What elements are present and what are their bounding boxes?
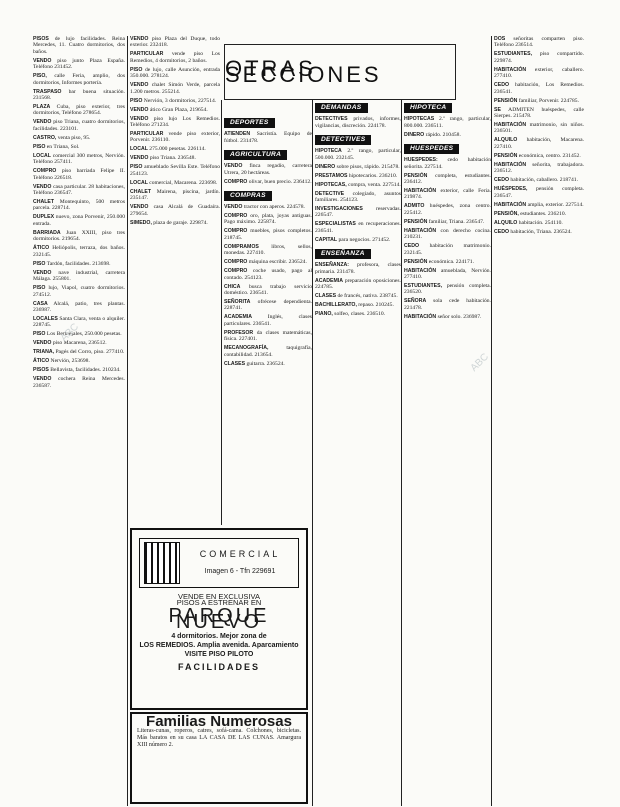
- classified-ad: CHALET Montequinto, 500 metros parcela. 228714.: [33, 199, 125, 212]
- classified-ad: PIANO, solfeo, clases. 236510.: [315, 311, 386, 318]
- classified-ad: HABITACIÓN amueblada, Nervión. 277410.: [404, 267, 491, 281]
- classified-ad: PISO Nervión, 3 dormitorios, 227514.: [130, 97, 217, 104]
- promo-line-4: LOS REMEDIOS. Amplia avenida. Aparcamiento: [139, 641, 299, 649]
- classified-ad: PISOS de lujo facilidades. Reina Mercedes, 11. Cuatro dormitorios, dos baños.: [33, 36, 125, 55]
- classified-ad: SEÑORITA ofrécese dependienta. 228741.: [224, 299, 312, 312]
- classified-ad: VENDO piso Triana. 236548.: [130, 155, 196, 162]
- promo-line-2: PISOS A ESTRENAR EN: [176, 598, 262, 608]
- classified-ad: HUÉSPEDES, pensión completa. 236547.: [494, 186, 584, 199]
- watermark: ABC: [58, 321, 81, 344]
- section-demandas: DEMANDAS: [315, 103, 368, 113]
- classified-ad: PENSIÓN económica. 224171.: [404, 258, 474, 265]
- classified-ad: PISO Tardón, facilidades. 213698.: [33, 260, 111, 267]
- classified-ad: HABITACIÓN señorita, trabajadora. 236512.: [494, 161, 584, 175]
- classified-ad: CEDO habitación, Triana. 236524.: [494, 228, 572, 235]
- classified-ad: LOCAL comercial 300 metros, Nervión. Teléfono 257411.: [33, 152, 125, 166]
- classified-ad: PENSIÓN familiar, Triana. 236547.: [404, 218, 485, 225]
- section-huespedes: HUESPEDES: [404, 144, 459, 154]
- ads-list: [130, 36, 220, 226]
- classified-ad: LOCALES Santa Clara, venta o alquiler. 228745.: [33, 315, 125, 329]
- section-ensenanza: ENSEÑANZA: [315, 249, 371, 259]
- promo-box-parque-nuevo: [130, 528, 308, 710]
- classified-ad: VENDO piso lujo Los Remedios. Teléfono 271234.: [130, 115, 220, 129]
- logo-contact: Imagen 6 - Tfn 229691: [204, 568, 276, 575]
- classified-ad: CEDO habitación, caballero. 218741.: [494, 177, 578, 184]
- classified-ad: PISO Los Bermejales, 250.000 pesetas.: [33, 331, 122, 338]
- masthead-title: OTRAS SECCIONES: [225, 55, 382, 87]
- classified-ad: CEDO habitación, Los Remedios. 236541.: [494, 82, 584, 95]
- promo-line-3: 4 dormitorios. Mejor zona de: [171, 632, 267, 640]
- masthead: [224, 44, 456, 100]
- column-1: [33, 36, 125, 806]
- classified-ad: COMPRO oro, plata, joyas antiguas. Pago máximo. 225874.: [224, 213, 312, 226]
- classified-ad: TRASPASO bar buena situación. 231568.: [33, 88, 125, 102]
- classified-ad: HABITACIÓN señor solo. 236987.: [404, 313, 482, 320]
- classified-ad: SE ADMITEN huéspedes, calle Sierpes. 215478.: [494, 106, 584, 120]
- classified-ad: PISO, calle Feria, amplio, dos dormitorios, Informes portería.: [33, 73, 125, 86]
- column-6: [494, 36, 584, 806]
- classified-ad: DUPLEX nuevo, zona Porvenir, 250.000 entrada.: [33, 214, 125, 227]
- classified-ad: VENDO finca regadío, carretera Utrera, 20 hectáreas.: [224, 163, 312, 176]
- classified-ad: PISO lujo, Viapol, cuatro dormitorios. 274512.: [33, 285, 125, 298]
- ads-list: [33, 36, 125, 389]
- classified-ad: VENDO cochera Reina Mercedes. 236587.: [33, 376, 125, 389]
- ads-list: [404, 116, 491, 138]
- classified-ad: CHALET Mairena, piscina, jardín. 235147.: [130, 188, 220, 202]
- column-rule: [491, 36, 492, 806]
- classified-ad: CLASES guitarra. 236524.: [224, 360, 285, 367]
- classified-ad: PISO de lujo, calle Asunción, entrada 350.000. 278124.: [130, 66, 220, 80]
- classified-ad: ACADEMIA preparación oposiciones. 224785.: [315, 277, 401, 291]
- section-agricultura: AGRICULTURA: [224, 150, 287, 160]
- classified-ad: VENDO piso Triana, cuatro dormitorios, facilidades. 223101.: [33, 119, 125, 132]
- classified-ad: VENDO nave industrial, carretera Málaga. 255801.: [33, 269, 125, 283]
- building-icon: [144, 542, 180, 584]
- column-2: [130, 36, 220, 524]
- classified-ad: HIPOTECA 2.º rango, particular, 500.000. 232145.: [315, 148, 401, 161]
- ads-list: [315, 262, 401, 317]
- classified-ad: ENSEÑANZA: profesora, clases primaria. 231478.: [315, 262, 401, 275]
- classified-ad: VENDO tractor con aperos. 224578.: [224, 204, 305, 211]
- classified-ad: PENSIÓN completa, estudiantes. 236412.: [404, 172, 491, 186]
- classified-ad: DINERO rápido. 210458.: [404, 131, 461, 138]
- ads-list: [224, 163, 312, 185]
- classified-ad: HIPOTECAS 2.º rango, particular, 800.000. 236511.: [404, 116, 491, 129]
- section-deportes: DEPORTES: [224, 118, 275, 128]
- classified-ad: TRIANA, Pagés del Corro, piso. 277410.: [33, 349, 125, 356]
- classified-ad: VENDO casa Alcalá de Guadaíra. 279654.: [130, 204, 220, 217]
- classified-ad: DETECTIVES privados, informes, vigilancias, discreción. 224178.: [315, 116, 401, 129]
- column-rule: [312, 100, 313, 806]
- column-rule: [401, 100, 402, 806]
- classified-ad: ADMITO huéspedes, zona centro. 225412.: [404, 203, 491, 216]
- classified-ad: ESPECIALISTAS en recuperaciones. 236541.: [315, 221, 401, 234]
- classified-ad: SEÑORA sola cede habitación. 221478.: [404, 298, 491, 311]
- ads-list: [404, 157, 491, 320]
- classified-ad: VENDO piso Plaza del Duque, todo exterior. 232418.: [130, 36, 220, 49]
- promo-line-1: VENDE EN EXCLUSIVA: [178, 592, 260, 601]
- classified-ad: LOCAL 275.000 pesetas. 226114.: [130, 146, 206, 153]
- classified-ad: PISOS Bellavista, facilidades. 210234.: [33, 367, 121, 374]
- classified-ad: PISO amueblado Sevilla Este. Teléfono 254123.: [130, 164, 220, 177]
- classified-ad: ÁTICO Nervión, 253698.: [33, 358, 90, 365]
- watermark: ABC: [468, 351, 491, 374]
- classified-ad: CLASES de francés, nativa. 238745.: [315, 293, 398, 300]
- classified-ad: COMPRO piso barriada Felipe II. Teléfono 226518.: [33, 168, 125, 181]
- classified-ad: VENDO piso junto Plaza España. Teléfono 231452.: [33, 57, 125, 71]
- promo-footer: FACILIDADES: [177, 661, 260, 672]
- familias-numerosas-ad: [130, 712, 308, 804]
- classified-ad: PROFESOR da clases matemáticas, física. 227401.: [224, 329, 312, 343]
- classified-ad: COMPRO coche usado, pago al contado. 254123.: [224, 268, 312, 281]
- familias-title: Familias Numerosas: [146, 713, 292, 730]
- classified-ad: PRESTAMOS hipotecarios. 236210.: [315, 172, 398, 179]
- classified-ad: COMPRO muebles, pisos completos. 218745.: [224, 228, 312, 241]
- classified-ad: CASTRO, venta piso, 95.: [33, 134, 91, 141]
- classified-ad: ESTUDIANTES, pensión completa. 236520.: [404, 283, 491, 296]
- classified-ad: COMPRAMOS libros, sellos, monedas. 227410.: [224, 243, 312, 257]
- classified-ad: SIMEDO, plaza de garaje. 229874.: [130, 219, 208, 226]
- section-compras: COMPRAS: [224, 191, 272, 201]
- classified-ad: CASA Alcalá, patio, tres plantas. 236987.: [33, 300, 125, 313]
- column-rule: [221, 100, 222, 525]
- ads-list: [315, 148, 401, 243]
- section-detectives: DETECTIVES: [315, 135, 371, 145]
- classified-ad: COMPRO máquina escribir. 236524.: [224, 259, 307, 266]
- column-3: [224, 115, 312, 525]
- classified-ad: BACHILLERATO, repaso. 210245.: [315, 302, 394, 309]
- classified-ad: INVESTIGACIONES reservadas. 226547.: [315, 206, 401, 219]
- classified-ad: HABITACIÓN exterior, calle Feria. 219874.: [404, 188, 491, 201]
- ads-list: [494, 36, 584, 235]
- ads-list: [315, 116, 401, 129]
- classified-ad: PENSIÓN, estudiantes. 236210.: [494, 210, 567, 217]
- classified-ad: VENDO ático Gran Plaza, 219654.: [130, 106, 208, 113]
- classified-ad: ALQUILO habitación, Macarena. 227410.: [494, 137, 584, 150]
- promo-headline: PARQUE NUEVO: [168, 604, 270, 634]
- classified-ad: CEDO habitación matrimonio. 232145.: [404, 243, 491, 256]
- classified-ad: PISO en Triana, Sol.: [33, 143, 80, 150]
- agency-logo: [139, 538, 299, 588]
- classified-ad: ESTUDIANTES, piso compartido. 229874.: [494, 51, 584, 64]
- column-rule: [127, 36, 128, 806]
- classified-ad: HABITACIÓN con derecho cocina. 210231.: [404, 227, 491, 241]
- classified-ad: VENDO casa particular. 28 habitaciones, Teléfono 236547.: [33, 183, 125, 197]
- classified-ad: HABITACIÓN exterior, caballero. 277410.: [494, 66, 584, 80]
- classified-ad: DOS señoritas comparten piso. Teléfono 236514.: [494, 36, 584, 49]
- classified-ad: COMPRO olivar, buen precio. 236412.: [224, 178, 312, 185]
- column-4: [315, 100, 401, 806]
- section-hipoteca: HIPOTECA: [404, 103, 452, 113]
- classified-ad: VENDO chalet Simón Verde, parcela 1.200 metros. 255214.: [130, 82, 220, 95]
- column-5: [404, 100, 491, 806]
- classified-ad: HIPOTECAS, compra, venta. 227514.: [315, 181, 401, 188]
- classified-ad: ATIENDEN Sacristía. Equipo de fútbol. 231478.: [224, 131, 312, 144]
- familias-text: Literas-cunas, roperos, catres, sofá-cama. Colchones, bicicletas. Más baratos en su casa LA CASA DE LAS CUNAS. Amargura XIII número 2.: [137, 728, 301, 749]
- classified-ad: LOCAL comercial, Macarena. 223698.: [130, 179, 218, 186]
- classified-ad: PARTICULAR vende piso exterior, Porvenir. 236110.: [130, 131, 220, 144]
- classified-ad: PENSIÓN familiar, Porvenir. 224785.: [494, 97, 579, 104]
- classified-ad: BARRIADA Juan XXIII, piso tres dormitorios. 219654.: [33, 229, 125, 243]
- classified-ad: PLAZA Cuba, piso exterior, tres dormitorios, Teléfono 278654.: [33, 104, 125, 117]
- classified-ad: CAPITAL para negocios. 271452.: [315, 236, 391, 243]
- ads-list: [224, 131, 312, 144]
- classified-ad: CHICA busca trabajo servicio doméstico. 236541.: [224, 283, 312, 297]
- promo-line-5: VISITE PISO PILOTO: [184, 650, 254, 658]
- classified-ad: MECANOGRAFÍA, taquigrafía, contabilidad. 213654.: [224, 345, 312, 358]
- classified-ad: DINERO sobre pisos, rápido. 215478.: [315, 163, 400, 170]
- classified-ad: VENDO piso Macarena, 236512.: [33, 340, 107, 347]
- logo-name: COMERCIAL: [199, 548, 281, 559]
- classified-ad: PARTICULAR vende piso Los Remedios, 4 dormitorios, 2 baños.: [130, 51, 220, 64]
- classified-ad: HABITACIÓN matrimonio, sin niños. 236501.: [494, 122, 584, 135]
- classified-ad: ACADEMIA Inglés, clases particulares. 236541.: [224, 314, 312, 327]
- classified-ad: HUESPEDES: cedo habitación señorita. 227514.: [404, 157, 491, 170]
- classified-ad: ALQUILO habitación. 254110.: [494, 219, 563, 226]
- classified-ad: PENSIÓN económica, centro. 231452.: [494, 152, 581, 159]
- classified-ad: HABITACIÓN amplia, exterior. 227514.: [494, 201, 584, 208]
- classified-ad: ÁTICO Heliópolis, terraza, dos baños. 232145.: [33, 245, 125, 258]
- classified-ad: DETECTIVE colegiado, asuntos familiares. 254123.: [315, 190, 401, 204]
- ads-list: [224, 204, 312, 367]
